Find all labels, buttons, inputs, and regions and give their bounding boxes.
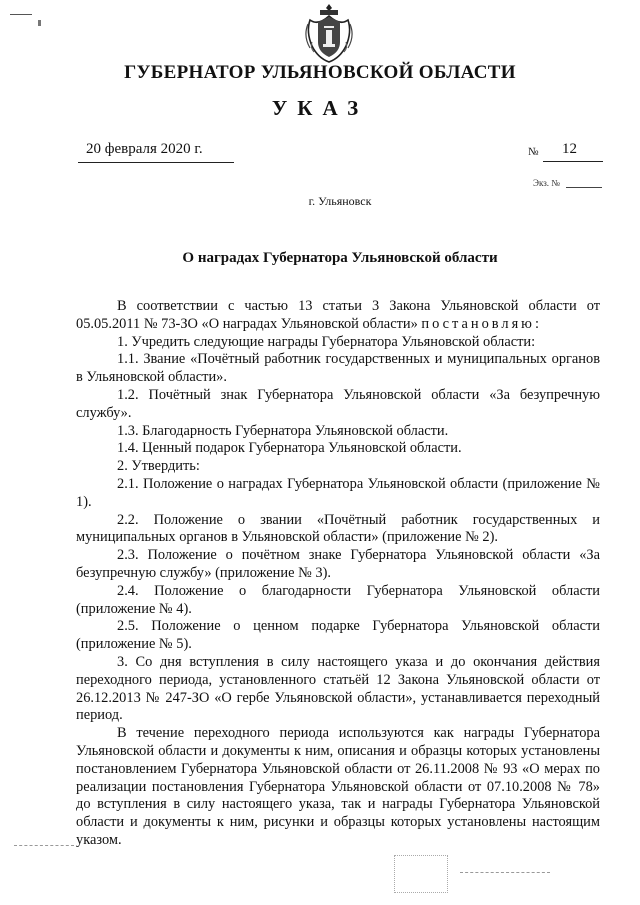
decree-title: УКАЗ [271,96,369,120]
document-body [76,298,600,850]
decree-date: 20 февраля 2020 г. [86,141,203,157]
paragraph: 1. Учредить следующие награды Губернатора Ульяновской области: [117,333,536,350]
paragraph: 1.1. Звание «Почётный работник государственных и муниципальных органов в Ульяновской области». [76,351,600,386]
paragraph: 2.5. Положение о ценном подарке Губернатора Ульяновской области (приложение № 5). [76,618,600,653]
paragraph: 2.4. Положение о благодарности Губернатора Ульяновской области (приложение № 4). [76,582,600,617]
paragraph: 2.1. Положение о наградах Губернатора Ульяновской области (приложение № 1). [76,475,600,510]
paragraph: 2. Утвердить: [117,458,200,475]
coat-of-arms-icon [304,2,354,64]
scan-artifact [14,845,74,854]
paragraph: 1.3. Благодарность Губернатора Ульяновской области. [117,422,449,439]
scan-mark [38,20,41,26]
paragraph: 2.3. Положение о почётном знаке Губернатора Ульяновской области «За безупречную службу» (приложение № 3). [76,547,600,581]
scan-artifact [460,872,550,874]
intro-paragraph [76,298,600,334]
paragraph: 2.2. Положение о звании «Почётный работник государственных и муниципальных органов в Ульяновской области» (приложение № 2). [76,511,600,546]
intro-decree-verb: постановляю: [421,315,542,332]
number-underline [543,161,603,162]
issuer-title: ГУБЕРНАТОР УЛЬЯНОВСКОЙ ОБЛАСТИ [124,62,516,83]
faint-stamp [394,855,448,893]
paragraph: 1.2. Почётный знак Губернатора Ульяновской области «За безупречную службу». [76,386,600,421]
scan-mark [10,14,32,15]
number-sign: № [528,146,539,158]
document-title: О наградах Губернатора Ульяновской области [182,250,498,266]
copy-number-underline [566,187,602,188]
paragraph: 3. Со дня вступления в силу настоящего указа и до окончания действия переходного периода, установленного статьёй 12 Закона Ульяновской области от 26.12.2013 № 247-ЗО «О гербе Ульяновской области», устанавливается переходный период. [76,653,600,724]
copy-number-label: Экз. № [533,178,560,188]
paragraph: В течение переходного периода используются как награды Губернатора Ульяновской области и документы к ним, описания и образцы которых установлены постановлением Губернатора Ульяновской области от 26.11.2008 № 93 «О мерах по реализации постановления Губернатора Ульяновской области от 07.10.2008 № 78» до вступления в силу настоящего указа, так и награды Губернатора Ульяновской области и документы к ним, рисунки и образцы которых установлены настоящим указом. [76,725,600,848]
date-underline [78,162,234,163]
intro-text: В соответствии с частью 13 статьи 3 Закона Ульяновской области от 05.05.2011 № 73-ЗО «О наградах Ульяновской области» [76,298,600,332]
city: г. Ульяновск [308,194,372,208]
paragraph: 1.4. Ценный подарок Губернатора Ульяновской области. [117,440,462,457]
decree-number: 12 [562,141,577,157]
